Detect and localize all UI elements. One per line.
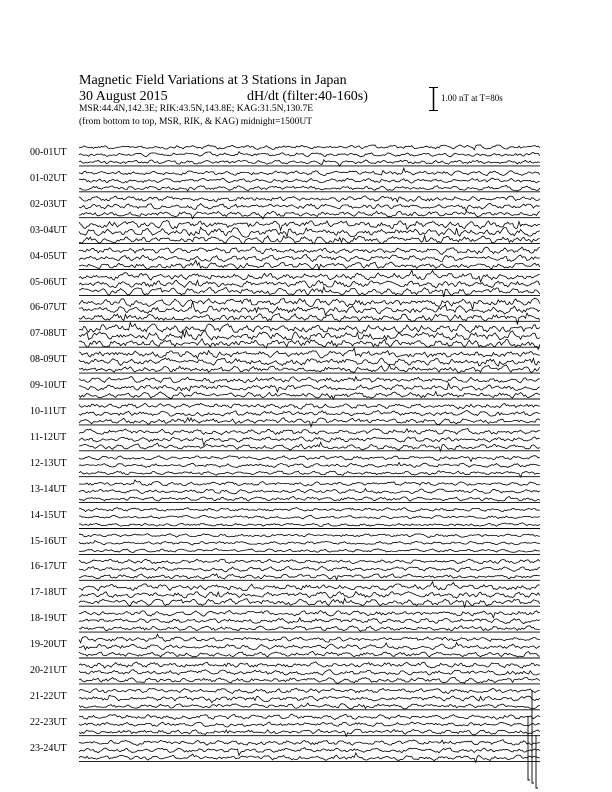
station-trace-msr xyxy=(79,549,540,553)
station-trace-rik xyxy=(79,152,540,157)
station-trace-kag xyxy=(79,714,540,720)
row-label: 10-11UT xyxy=(30,406,67,417)
station-trace-rik xyxy=(79,722,540,727)
quantity-label: dH/dt (filter:40-160s) xyxy=(247,89,368,104)
station-trace-msr xyxy=(79,677,540,683)
station-trace-msr xyxy=(79,442,540,451)
station-trace-rik xyxy=(79,330,540,340)
station-trace-rik xyxy=(79,437,540,445)
chart-date: 30 August 2015 xyxy=(79,89,168,104)
station-trace-msr xyxy=(79,626,540,632)
row-label: 04-05UT xyxy=(30,250,67,262)
station-trace-kag xyxy=(79,456,540,462)
station-trace-msr xyxy=(79,418,540,427)
station-trace-kag xyxy=(79,247,540,254)
row-label: 02-03UT xyxy=(30,198,67,210)
station-trace-rik xyxy=(79,178,540,183)
row-label: 17-18UT xyxy=(30,587,67,599)
row-label: 06-07UT xyxy=(30,302,67,314)
row-label: 05-06UT xyxy=(30,276,67,288)
scale-label: 1.00 nT at T=80s xyxy=(441,93,503,103)
station-trace-kag xyxy=(79,348,540,358)
station-trace-rik xyxy=(79,463,540,468)
station-trace-rik xyxy=(79,227,540,237)
station-trace-kag xyxy=(79,168,540,175)
station-trace-msr xyxy=(79,339,540,350)
row-label: 20-21UT xyxy=(30,665,67,676)
station-trace-kag xyxy=(79,429,540,435)
station-trace-msr xyxy=(79,365,540,373)
station-trace-kag xyxy=(79,740,540,746)
station-trace-rik xyxy=(79,618,540,624)
station-coordinates: MSR:44.4N,142.3E; RIK:43.5N,143.8E; KAG:31.5N,130.7E xyxy=(79,104,314,114)
station-trace-kag xyxy=(79,662,540,668)
station-trace-kag xyxy=(79,480,540,486)
station-trace-kag xyxy=(79,403,540,409)
station-trace-kag xyxy=(79,559,540,564)
row-label: 19-20UT xyxy=(30,639,67,651)
station-trace-rik xyxy=(79,748,540,756)
station-trace-kag xyxy=(79,323,540,334)
station-trace-kag xyxy=(79,298,540,309)
station-trace-rik xyxy=(79,592,540,599)
station-trace-rik xyxy=(79,566,540,572)
row-label: 12-13UT xyxy=(30,457,67,469)
station-trace-rik xyxy=(79,541,540,545)
station-trace-rik xyxy=(79,515,540,519)
row-label: 16-17UT xyxy=(30,561,67,573)
station-trace-kag xyxy=(79,377,540,383)
station-trace-msr xyxy=(79,471,540,477)
station-trace-kag xyxy=(79,145,540,150)
station-trace-rik xyxy=(79,695,540,702)
station-trace-rik xyxy=(79,383,540,392)
station-trace-rik xyxy=(79,411,540,417)
station-trace-msr xyxy=(79,496,540,501)
trace-order-note: (from bottom to top, MSR, RIK, & KAG) midnight=1500UT xyxy=(79,117,313,127)
station-trace-msr xyxy=(79,160,540,167)
station-trace-rik xyxy=(79,358,540,366)
row-label: 08-09UT xyxy=(30,354,67,366)
station-trace-rik xyxy=(79,255,540,262)
station-trace-kag xyxy=(79,508,540,512)
station-trace-kag xyxy=(79,270,540,282)
row-label: 22-23UT xyxy=(30,716,67,728)
station-trace-msr xyxy=(79,753,540,763)
station-trace-rik xyxy=(79,203,540,211)
row-label: 21-22UT xyxy=(30,690,67,702)
row-label: 00-01UT xyxy=(30,147,67,158)
row-label: 14-15UT xyxy=(30,509,67,521)
station-trace-kag xyxy=(79,582,540,591)
row-label: 01-02UT xyxy=(30,172,67,184)
station-trace-msr xyxy=(79,260,540,270)
row-label: 07-08UT xyxy=(30,328,67,340)
station-trace-msr xyxy=(79,574,540,580)
station-trace-msr xyxy=(79,185,540,191)
station-trace-msr xyxy=(79,236,540,244)
station-trace-rik xyxy=(79,280,540,288)
station-trace-kag xyxy=(79,534,540,538)
station-trace-kag xyxy=(79,634,540,643)
station-trace-msr xyxy=(79,651,540,657)
station-trace-msr xyxy=(79,313,540,324)
station-trace-msr xyxy=(79,391,540,399)
station-trace-rik xyxy=(79,489,540,494)
station-trace-msr xyxy=(79,703,540,709)
station-trace-kag xyxy=(79,196,540,202)
row-label: 09-10UT xyxy=(30,380,67,392)
station-trace-kag xyxy=(79,688,540,693)
row-label: 03-04UT xyxy=(30,224,67,236)
station-trace-msr xyxy=(79,523,540,527)
row-label: 23-24UT xyxy=(30,742,67,754)
station-trace-rik xyxy=(79,670,540,676)
row-label: 13-14UT xyxy=(30,483,67,495)
row-label: 15-16UT xyxy=(30,535,67,547)
station-trace-kag xyxy=(79,610,540,617)
station-trace-rik xyxy=(79,643,540,650)
trace-spike xyxy=(532,690,534,783)
chart-title: Magnetic Field Variations at 3 Stations in Japan xyxy=(79,73,347,88)
row-label: 11-12UT xyxy=(30,431,67,443)
row-label: 18-19UT xyxy=(30,613,67,625)
